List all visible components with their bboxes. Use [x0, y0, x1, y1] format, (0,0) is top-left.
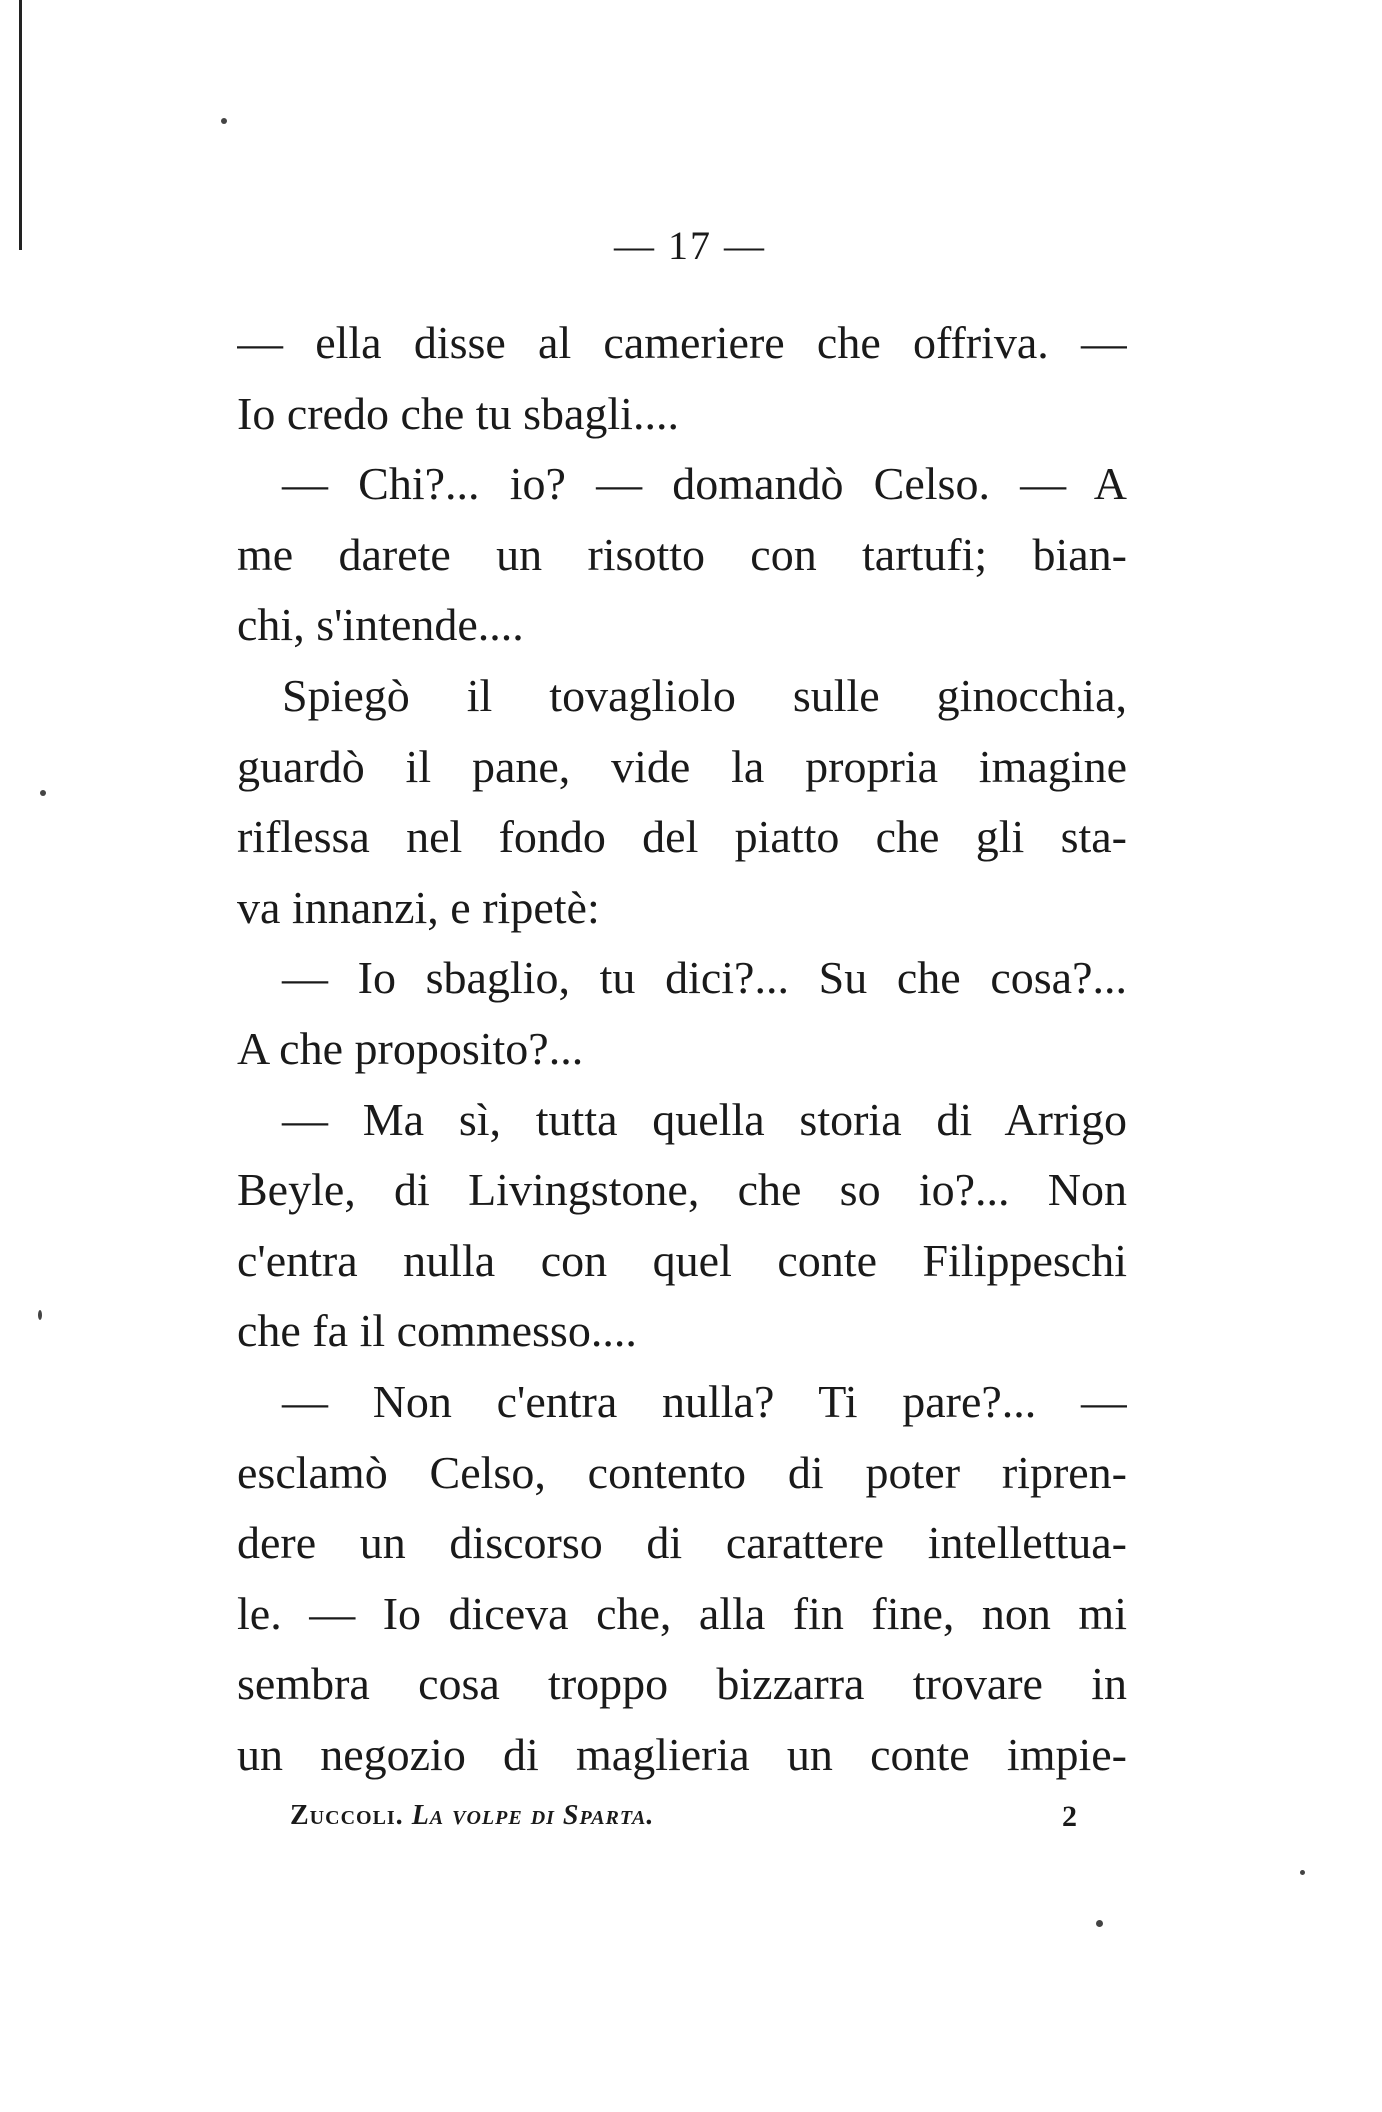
text-line: esclamò Celso, contento di poter ripren-: [237, 1446, 1127, 1498]
text-line: che fa il commesso....: [237, 1305, 637, 1357]
scan-speck: [1300, 1870, 1305, 1875]
body-text: [237, 308, 1127, 1790]
text-line: chi, s'intende....: [237, 599, 524, 651]
text-line: riflessa nel fondo del piatto che gli sta-: [237, 811, 1127, 863]
text-line: — ella disse al cameriere che offriva. —: [237, 317, 1127, 368]
text-line: va innanzi, e ripetè:: [237, 881, 600, 933]
footer-author-title: [290, 1800, 654, 1832]
scan-edge-line: [19, 0, 22, 250]
text-line: — Non c'entra nulla? Ti pare?... —: [282, 1375, 1127, 1427]
text-line: — Io sbaglio, tu dici?... Su che cosa?...: [282, 952, 1127, 1004]
footer-author: Zuccoli.: [290, 1800, 404, 1831]
text-line: le. — Io diceva che, alla fin fine, non mi: [237, 1587, 1127, 1639]
page-footer: [290, 1800, 1090, 1850]
text-line: Io credo che tu sbagli....: [237, 387, 679, 439]
text-line: un negozio di maglieria un conte impie-: [237, 1728, 1127, 1780]
scan-speck: [1096, 1920, 1103, 1927]
text-line: Beyle, di Livingstone, che so io?... Non: [237, 1164, 1127, 1216]
text-line: me darete un risotto con tartufi; bian-: [237, 528, 1127, 580]
text-line: dere un discorso di carattere intellettua-: [237, 1517, 1127, 1569]
text-line: Spiegò il tovagliolo sulle ginocchia,: [282, 669, 1127, 721]
text-line: — Chi?... io? — domandò Celso. — A: [282, 458, 1127, 510]
text-line: guardò il pane, vide la propria imagine: [237, 740, 1127, 792]
page-number: — 17 —: [614, 223, 766, 268]
text-line: A che proposito?...: [237, 1022, 584, 1074]
text-line: — Ma sì, tutta quella storia di Arrigo: [282, 1093, 1127, 1145]
scan-speck: [38, 1310, 42, 1320]
scan-speck: [221, 118, 227, 124]
text-line: sembra cosa troppo bizzarra trovare in: [237, 1658, 1127, 1710]
scan-speck: [40, 790, 46, 796]
signature-mark: 2: [1062, 1800, 1077, 1833]
text-line: c'entra nulla con quel conte Filippeschi: [237, 1234, 1127, 1286]
footer-book-title: La volpe di Sparta.: [411, 1800, 655, 1831]
scan-edge-line: [19, 165, 21, 195]
